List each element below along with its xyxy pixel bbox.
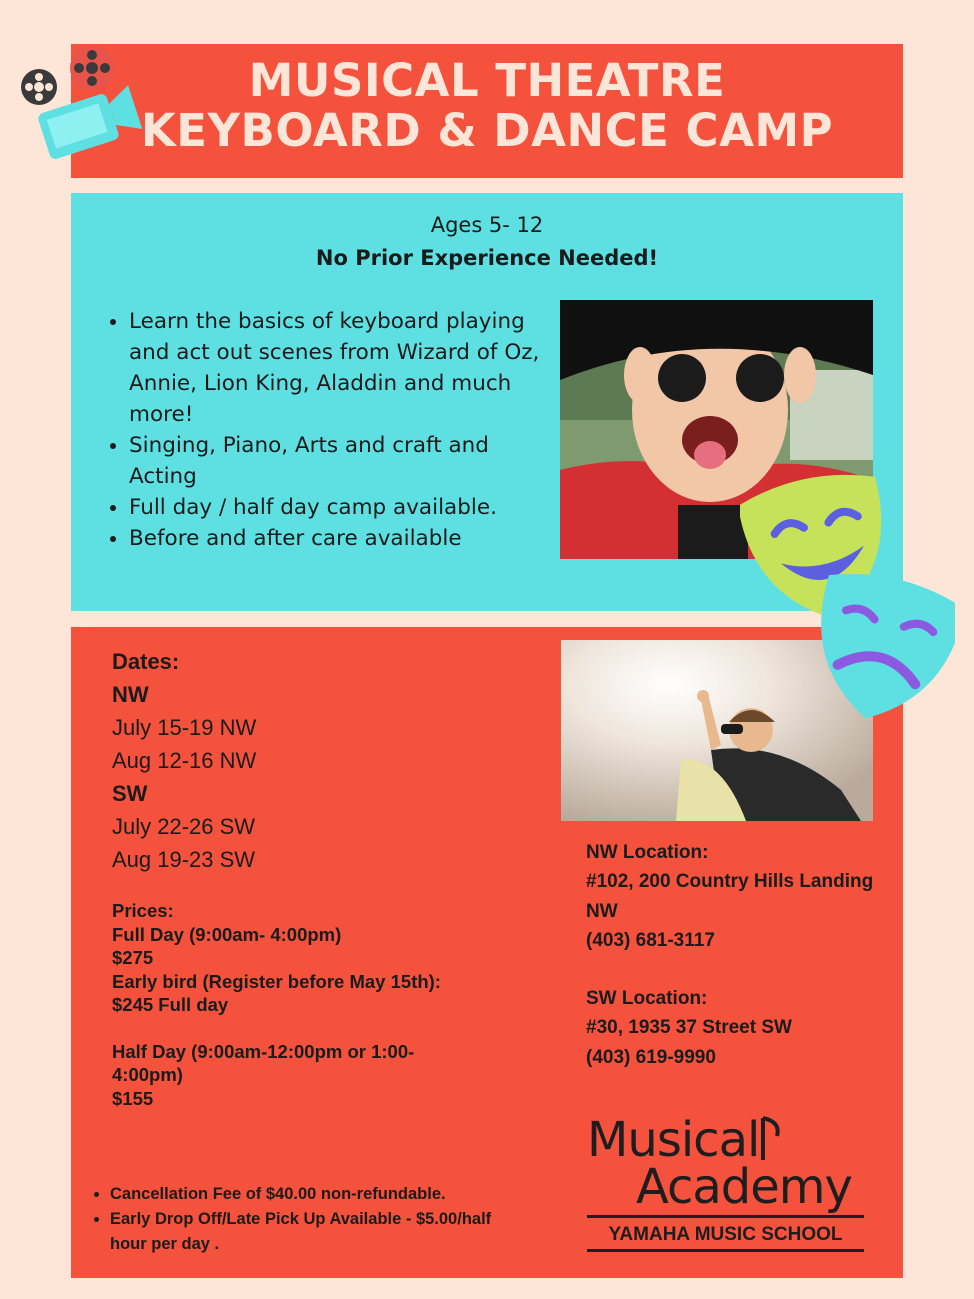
logo-word-academy: Academy bbox=[636, 1159, 852, 1215]
list-item: • Before and after care available bbox=[129, 523, 561, 554]
music-note-icon bbox=[737, 1112, 787, 1172]
date-item: July 22-26 SW bbox=[112, 814, 256, 839]
half-day-price: Half Day (9:00am-12:00pm or 1:00-4:00pm) $155 bbox=[112, 1040, 415, 1109]
date-item: Aug 19-23 SW bbox=[112, 847, 256, 872]
list-item: • Full day / half day camp available. bbox=[129, 492, 561, 523]
full-day-price: Full Day (9:00am- 4:00pm) $275 bbox=[112, 923, 342, 968]
list-item: • Early Drop Off/Late Pick Up Available - $5.00/half hour per day . bbox=[110, 1207, 530, 1257]
date-item: Aug 12-16 NW bbox=[112, 748, 257, 773]
logo-word-musical: Musical bbox=[587, 1112, 760, 1168]
sw-location: SW Location: #30, 1935 37 Street SW (403) 619-9990 bbox=[586, 988, 792, 1068]
notes-list bbox=[94, 1182, 530, 1257]
logo-subtitle: YAMAHA MUSIC SCHOOL bbox=[608, 1224, 843, 1245]
title-line-2: KEYBOARD & DANCE CAMP bbox=[140, 104, 834, 157]
list-item: • Singing, Piano, Arts and craft and Acting bbox=[129, 430, 561, 492]
logo-divider bbox=[587, 1249, 864, 1252]
early-bird-price: Early bird (Register before May 15th): $245 Full day bbox=[112, 970, 441, 1015]
date-item: July 15-19 NW bbox=[112, 715, 257, 740]
nw-dates-heading: NW bbox=[112, 682, 149, 707]
dates-heading: Dates: bbox=[112, 649, 180, 674]
sw-dates-heading: SW bbox=[112, 781, 148, 806]
locations-section bbox=[586, 838, 886, 1072]
prices-heading: Prices: bbox=[112, 900, 174, 921]
feature-list bbox=[105, 306, 561, 554]
no-experience-note: No Prior Experience Needed! bbox=[315, 246, 659, 270]
prices-section bbox=[112, 899, 442, 1110]
theatre-masks-icon bbox=[740, 470, 955, 740]
list-item: • Cancellation Fee of $40.00 non-refundable. bbox=[110, 1182, 530, 1207]
list-item: • Learn the basics of keyboard playing and act out scenes from Wizard of Oz, Annie, Lion King, Aladdin and much more! bbox=[129, 306, 561, 430]
page-title bbox=[71, 56, 903, 156]
logo-divider bbox=[587, 1215, 864, 1218]
film-camera-icon bbox=[10, 40, 150, 160]
title-line-1: MUSICAL THEATRE bbox=[248, 54, 726, 107]
nw-location: NW Location: #102, 200 Country Hills Landing NW (403) 681-3117 bbox=[586, 842, 874, 951]
age-range: Ages 5- 12 bbox=[430, 213, 544, 237]
